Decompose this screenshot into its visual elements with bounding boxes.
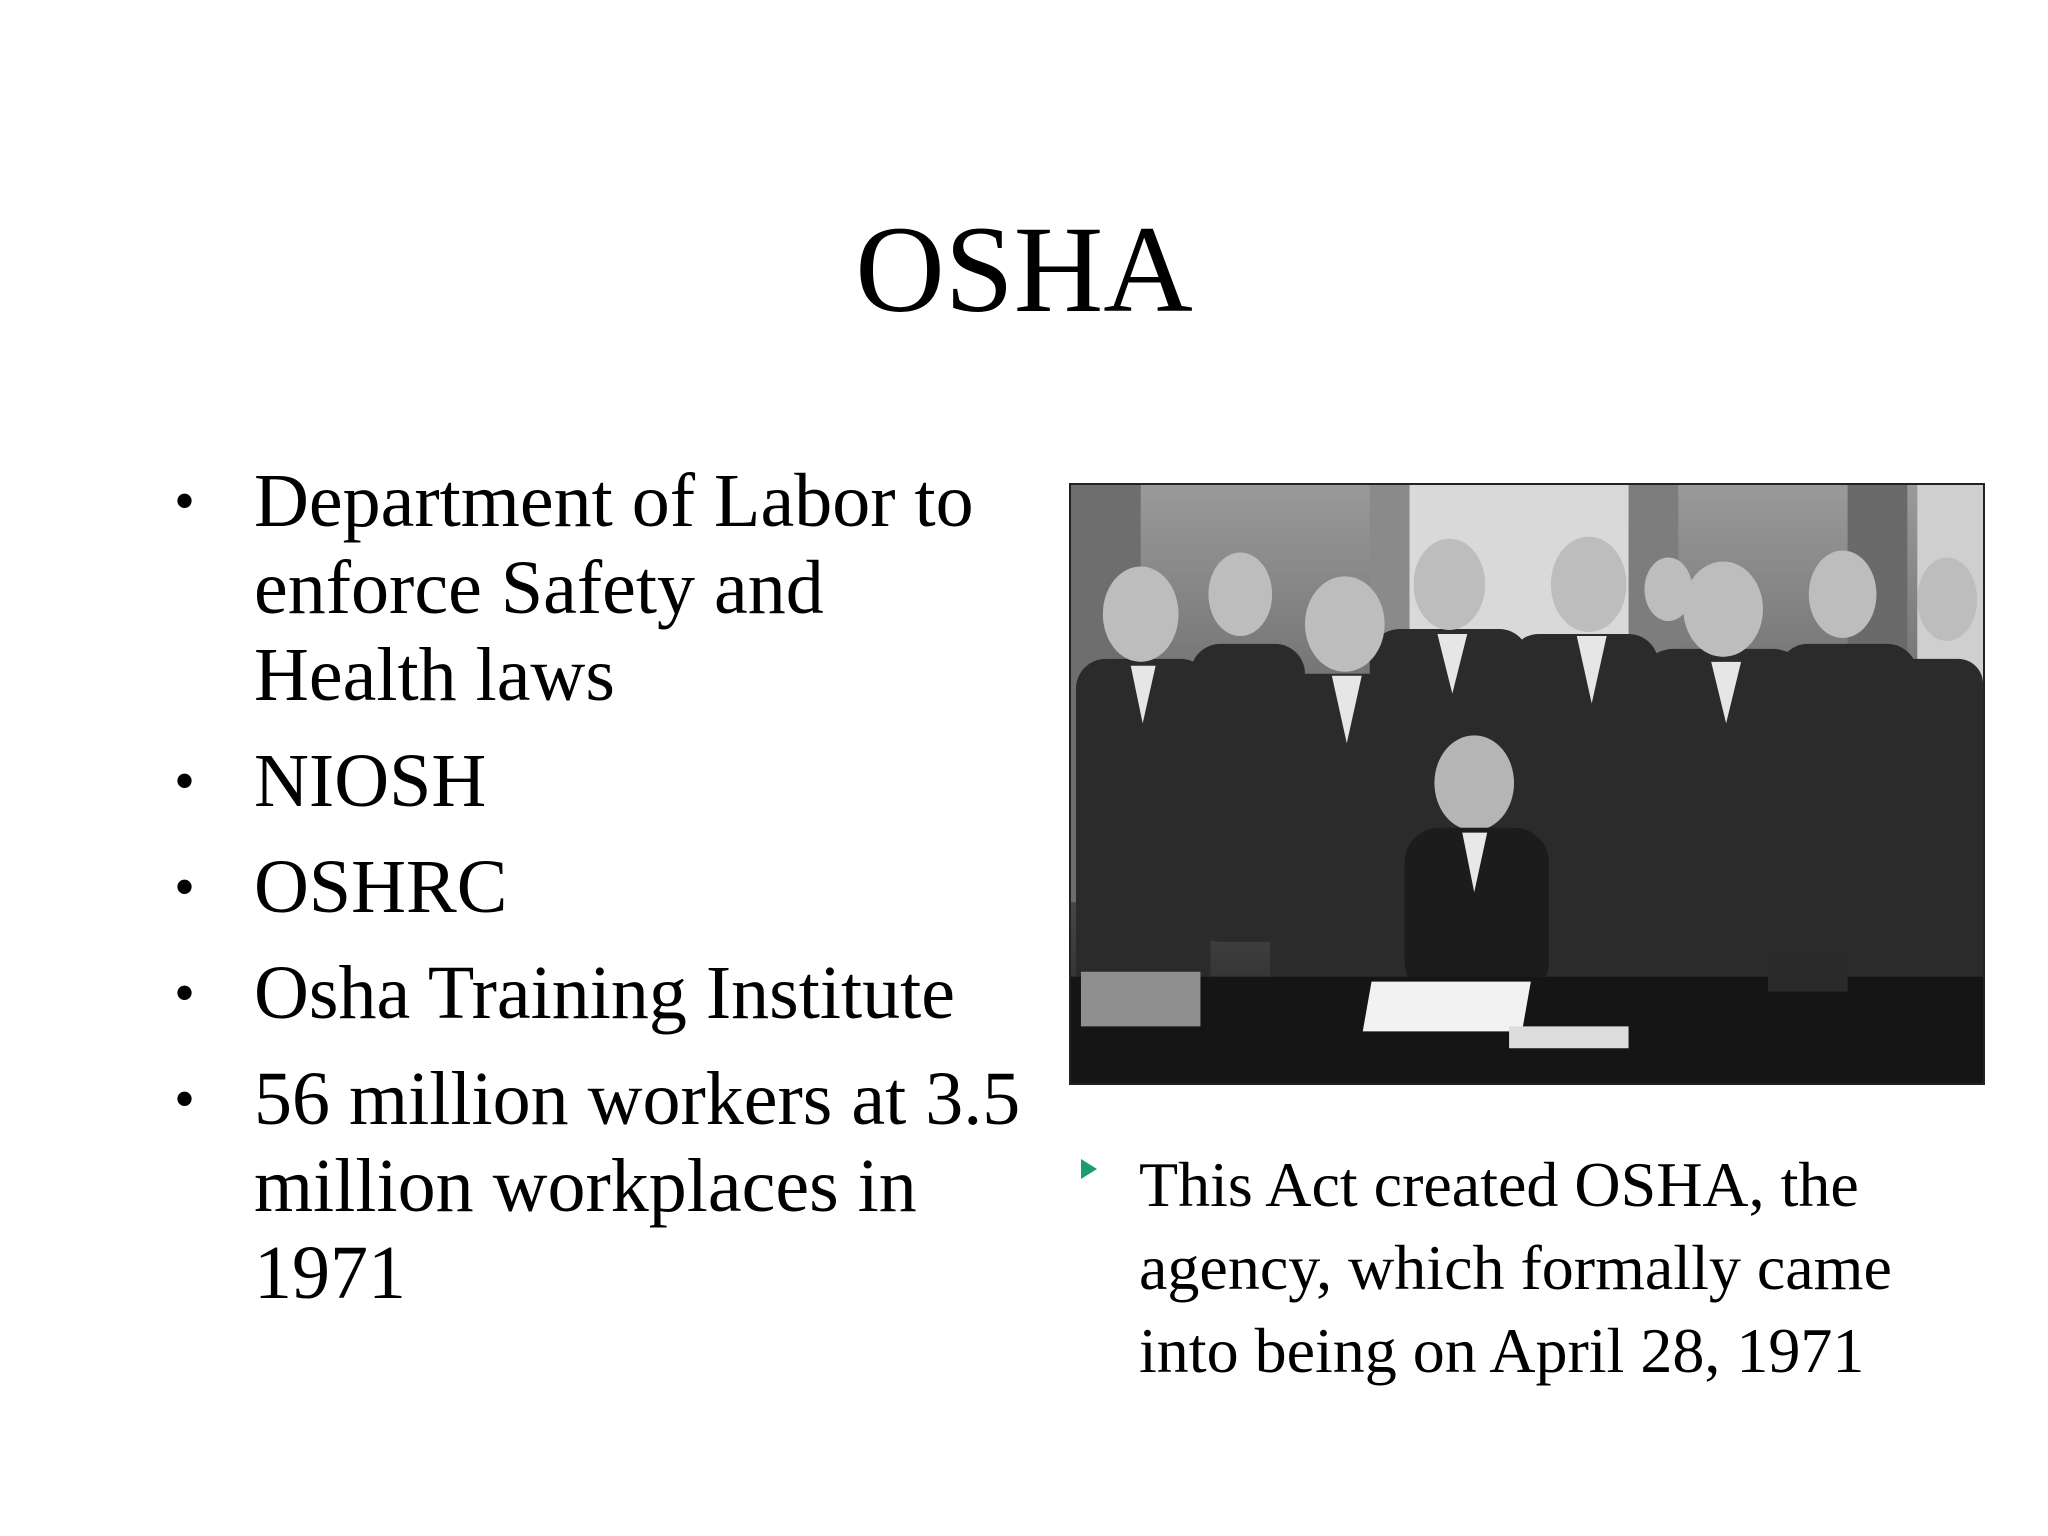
- bullet-dot-icon: •: [174, 1066, 196, 1132]
- bullet-item: [168, 844, 1028, 931]
- photo-illustration: [1071, 485, 1983, 1083]
- bullet-text: OSHRC: [254, 845, 508, 929]
- bullet-item: [168, 950, 1028, 1037]
- bullet-dot-icon: •: [174, 468, 196, 534]
- signing-photo: [1069, 483, 1985, 1085]
- bullet-dot-icon: •: [174, 748, 196, 814]
- bullet-text: NIOSH: [254, 739, 487, 823]
- bullet-dot-icon: •: [174, 960, 196, 1026]
- bullet-item: [168, 458, 1028, 719]
- bullet-item: [168, 1056, 1028, 1317]
- bullet-dot-icon: •: [174, 854, 196, 920]
- bullet-item: [168, 738, 1028, 825]
- bullet-list: [168, 458, 1028, 1336]
- bullet-text: Department of Labor to enforce Safety and Health laws: [254, 459, 974, 717]
- bullet-text: Osha Training Institute: [254, 951, 955, 1035]
- caption-block: [1075, 1143, 1975, 1392]
- caption-text: This Act created OSHA, the agency, which formally came into being on April 28, 1971: [1139, 1149, 1892, 1386]
- triangle-bullet-icon: [1081, 1159, 1097, 1179]
- slide-title: OSHA: [855, 201, 1193, 338]
- bullet-text: 56 million workers at 3.5 million workplaces in 1971: [254, 1057, 1021, 1315]
